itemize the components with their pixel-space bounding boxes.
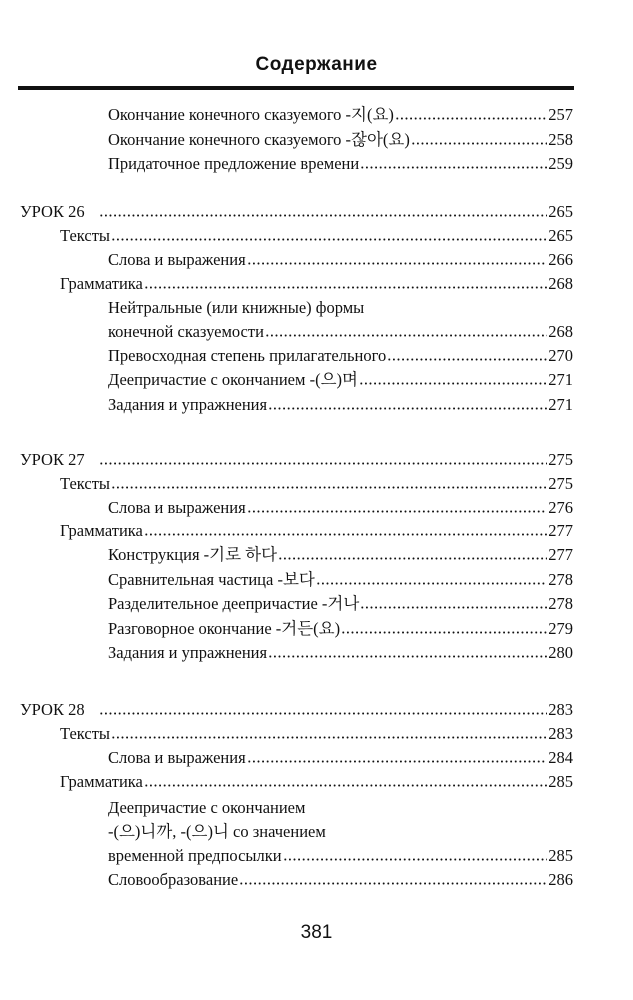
- dot-leader: [265, 334, 547, 337]
- toc-entry: [108, 618, 573, 640]
- entry-title: Окончание конечного сказуемого -지(요): [108, 105, 394, 124]
- entry-title: конечной сказуемости: [108, 322, 264, 341]
- entry-title: Придаточное предложение времени: [108, 154, 360, 173]
- entry-title: Грамматика: [60, 274, 143, 293]
- toc-entry: [108, 249, 573, 271]
- entry-page-number: 278: [548, 594, 573, 613]
- entry-title: временной предпосылки: [108, 846, 282, 865]
- entry-page-number: 286: [548, 870, 573, 889]
- dot-leader: [268, 407, 547, 410]
- entry-title: Превосходная степень прилагательного: [108, 346, 387, 365]
- toc-entry: [108, 153, 573, 175]
- dot-leader: [144, 286, 547, 289]
- entry-page-number: 283: [548, 700, 573, 719]
- dot-leader: [411, 142, 547, 145]
- entry-title: Деепричастие с окончанием: [108, 798, 306, 817]
- entry-title: Нейтральные (или книжные) формы: [108, 298, 365, 317]
- dot-leader: [111, 486, 547, 489]
- entry-title: Словообразование: [108, 870, 239, 889]
- toc-entry: [108, 593, 573, 615]
- entry-title: Задания и упражнения: [108, 395, 268, 414]
- dot-leader: [247, 760, 548, 763]
- dot-leader: [359, 382, 547, 385]
- dot-leader: [111, 238, 547, 241]
- toc-lesson-entry: [20, 699, 573, 721]
- toc-entry: [60, 473, 573, 495]
- dot-leader: [283, 858, 548, 861]
- toc-entry: [108, 369, 573, 391]
- toc-entry: [108, 797, 305, 819]
- dot-leader: [316, 582, 547, 585]
- dot-leader: [268, 655, 547, 658]
- entry-title: УРОК 27: [20, 450, 85, 469]
- entry-page-number: 275: [548, 450, 573, 469]
- dot-leader: [360, 166, 547, 169]
- toc-entry: [60, 273, 573, 295]
- entry-page-number: 277: [548, 545, 573, 564]
- toc-entry: [108, 747, 573, 769]
- entry-title: Тексты: [60, 226, 110, 245]
- entry-title: Разговорное окончание -거든(요): [108, 619, 341, 638]
- entry-title: Задания и упражнения: [108, 643, 268, 662]
- entry-title: УРОК 26: [20, 202, 85, 221]
- entry-page-number: 271: [548, 370, 573, 389]
- dot-leader: [144, 533, 547, 536]
- entry-title: Разделительное деепричастие -거나: [108, 594, 360, 613]
- toc-entry: [108, 845, 573, 867]
- dot-leader: [144, 784, 547, 787]
- entry-title: Деепричастие с окончанием -(으)며: [108, 370, 358, 389]
- toc-entry: [108, 642, 573, 664]
- toc-entry: [60, 723, 573, 745]
- entry-page-number: 258: [548, 130, 573, 149]
- toc-entry: [108, 345, 573, 367]
- entry-page-number: 270: [548, 346, 573, 365]
- entry-title: УРОК 28: [20, 700, 85, 719]
- dot-leader: [239, 882, 547, 885]
- entry-page-number: 265: [548, 226, 573, 245]
- entry-page-number: 280: [548, 643, 573, 662]
- header-rule: [18, 86, 574, 90]
- page-title: Содержание: [255, 54, 378, 75]
- entry-page-number: 259: [548, 154, 573, 173]
- entry-title: Конструкция -기로 하다: [108, 545, 278, 564]
- toc-entry: [108, 821, 326, 843]
- dot-leader: [395, 117, 547, 120]
- dot-leader: [278, 557, 547, 560]
- entry-page-number: 266: [548, 250, 573, 269]
- entry-title: Тексты: [60, 724, 110, 743]
- entry-title: Тексты: [60, 474, 110, 493]
- entry-title: -(으)니까, -(으)니 со значением: [108, 822, 326, 841]
- dot-leader: [341, 631, 547, 634]
- entry-title: Слова и выражения: [108, 748, 246, 767]
- entry-page-number: 265: [548, 202, 573, 221]
- entry-page-number: 268: [548, 322, 573, 341]
- entry-page-number: 268: [548, 274, 573, 293]
- entry-title: Сравнительная частица -보다: [108, 570, 315, 589]
- page-number: 381: [300, 922, 333, 943]
- toc-entry: [108, 569, 573, 591]
- toc-entry: [108, 544, 573, 566]
- dot-leader: [99, 462, 548, 465]
- toc-lesson-entry: [20, 449, 573, 471]
- entry-page-number: 276: [548, 498, 573, 517]
- entry-title: Слова и выражения: [108, 250, 246, 269]
- toc-entry: [108, 497, 573, 519]
- entry-page-number: 271: [548, 395, 573, 414]
- entry-page-number: 284: [548, 748, 573, 767]
- entry-title: Слова и выражения: [108, 498, 246, 517]
- toc-entry: [108, 394, 573, 416]
- toc-entry: [60, 225, 573, 247]
- entry-page-number: 283: [548, 724, 573, 743]
- dot-leader: [111, 736, 547, 739]
- toc-entry: [60, 520, 573, 542]
- entry-page-number: 277: [548, 521, 573, 540]
- toc-entry: [60, 771, 573, 793]
- dot-leader: [247, 510, 548, 513]
- toc-entry: [108, 321, 573, 343]
- toc-lesson-entry: [20, 201, 573, 223]
- entry-title: Окончание конечного сказуемого -잖아(요): [108, 130, 410, 149]
- dot-leader: [360, 606, 547, 609]
- entry-page-number: 257: [548, 105, 573, 124]
- dot-leader: [99, 712, 548, 715]
- entry-page-number: 278: [548, 570, 573, 589]
- entry-page-number: 275: [548, 474, 573, 493]
- entry-page-number: 279: [548, 619, 573, 638]
- toc-entry: [108, 129, 573, 151]
- entry-title: Грамматика: [60, 772, 143, 791]
- dot-leader: [247, 262, 548, 265]
- entry-page-number: 285: [548, 772, 573, 791]
- entry-page-number: 285: [548, 846, 573, 865]
- dot-leader: [387, 358, 547, 361]
- toc-entry: [108, 297, 364, 319]
- toc-entry: [108, 869, 573, 891]
- toc-entry: [108, 104, 573, 126]
- entry-title: Грамматика: [60, 521, 143, 540]
- dot-leader: [99, 214, 548, 217]
